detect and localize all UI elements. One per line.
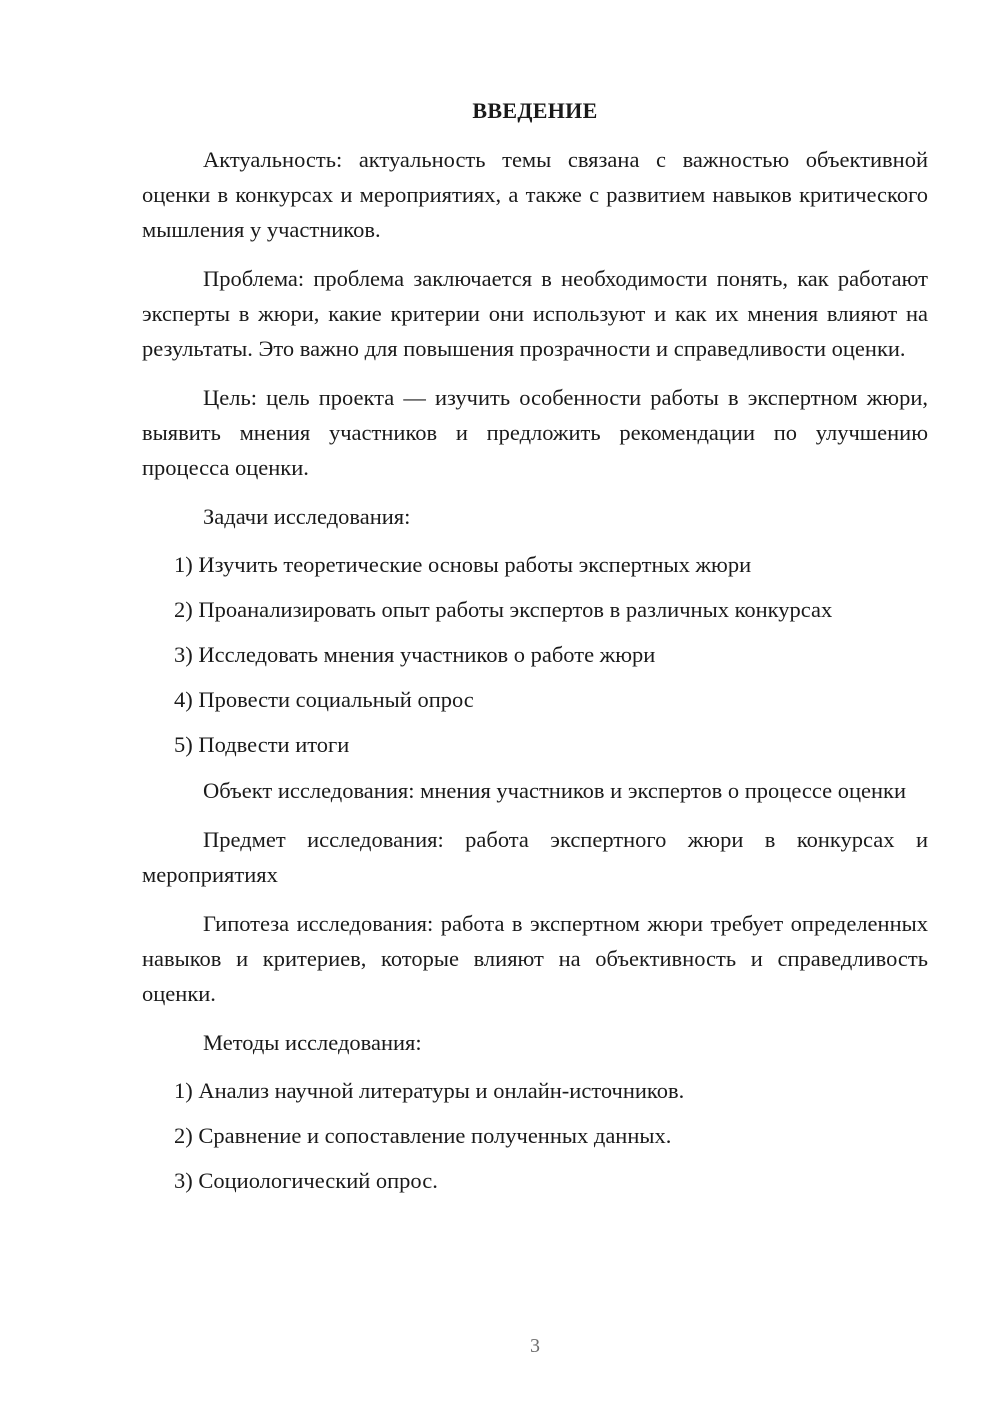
task-item: 3) Исследовать мнения участников о работе жюри [174,642,656,667]
method-item: 1) Анализ научной литературы и онлайн-источников. [174,1078,685,1103]
object-paragraph: Объект исследования: мнения участников и экспертов о процессе оценки [203,778,907,803]
hypothesis-paragraph: Гипотеза исследования: работа в экспертном жюри требует определенных навыков и критериев, которые влияют на объективность и справедливость оценки. [142,911,928,1006]
method-item: 3) Социологический опрос. [174,1168,438,1193]
methods-list [142,1074,928,1198]
page-number: 3 [530,1335,540,1357]
goal-paragraph: Цель: цель проекта — изучить особенности работы в экспертном жюри, выявить мнения участников и предложить рекомендации по улучшению процесса оценки. [142,385,928,480]
tasks-list [142,548,928,762]
methods-title: Методы исследования: [203,1030,422,1055]
problem-paragraph: Проблема: проблема заключается в необходимости понять, как работают эксперты в жюри, какие критерии они используют и как их мнения влияют на результаты. Это важно для повышения прозрачности и справедливости оценки. [142,266,928,361]
task-item: 1) Изучить теоретические основы работы экспертных жюри [174,552,752,577]
page-content [142,142,928,1209]
task-item: 5) Подвести итоги [174,732,350,757]
method-item: 2) Сравнение и сопоставление полученных данных. [174,1123,672,1148]
document-page [142,0,928,1414]
relevance-paragraph: Актуальность: актуальность темы связана с важностью объективной оценки в конкурсах и мероприятиях, а также с развитием навыков критического мышления у участников. [142,147,928,242]
task-item: 4) Провести социальный опрос [174,687,474,712]
task-item: 2) Проанализировать опыт работы экспертов в различных конкурсах [174,597,833,622]
tasks-title: Задачи исследования: [203,504,411,529]
subject-paragraph: Предмет исследования: работа экспертного жюри в конкурсах и мероприятиях [142,827,928,887]
section-heading: ВВЕДЕНИЕ [472,98,598,123]
